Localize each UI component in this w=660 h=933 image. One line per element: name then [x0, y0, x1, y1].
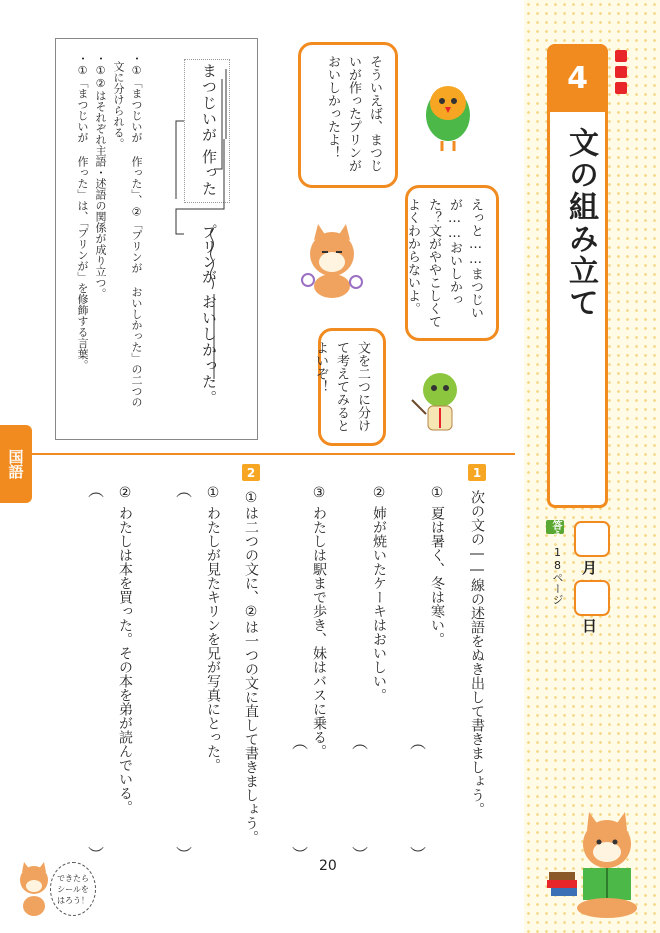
- q1-item-2-label: ②: [371, 485, 387, 501]
- lesson-title: 文の組み立て: [563, 127, 598, 319]
- sticker-dog-icon: [14, 860, 54, 920]
- turtle-character-icon: [410, 370, 470, 440]
- q1-item-3-text: わたしは駅まで歩き、妹はバスに乗る。: [311, 506, 327, 758]
- q2-item-2-text: わたしは本を買った。その本を弟が読んでいる。: [117, 506, 133, 814]
- q2-item-2-label: ②: [117, 485, 133, 501]
- example-predicate: 作った: [200, 149, 218, 197]
- q2-answer-2-open: ︵: [88, 481, 105, 500]
- seal-icon: [615, 66, 627, 78]
- lesson-number: 4: [547, 44, 608, 112]
- turtle-speech-bubble: 文を二つに分けて考えてみるとよいぞ！: [318, 328, 386, 446]
- example-note-1: ・①「まつじいが 作った」、②「プリンが おいしかった」の二つの: [130, 53, 143, 408]
- lesson-title-box: [547, 44, 608, 508]
- q1-item-1-text: 夏は暑く、冬は寒い。: [429, 506, 445, 646]
- q1-answer-1-close: ︶: [410, 845, 427, 864]
- q1-answer-3-close: ︶: [292, 845, 309, 864]
- q1-item-3-label: ③: [311, 485, 327, 501]
- question-1-instruction: 次の文の――線の述語をぬき出して書きましょう。: [469, 490, 485, 816]
- example-subject-2: プリンが: [200, 224, 218, 284]
- example-note-4: ・①「まつじいが 作った」は、「プリンが」を修飾する言葉。: [76, 53, 89, 371]
- q2-item-1-text: わたしが見たキリンを兄が写真にとった。: [205, 506, 221, 772]
- q1-answer-3-open: ︵: [292, 733, 309, 752]
- q2-item-1-label: ①: [205, 485, 221, 501]
- shiba-dog-icon: [300, 220, 365, 300]
- question-2-number: 2: [242, 464, 260, 481]
- month-label: 月: [582, 559, 598, 577]
- bird-character-icon: [418, 75, 478, 155]
- day-input-box[interactable]: [574, 580, 610, 616]
- example-subject: まつじいが: [200, 63, 218, 143]
- q1-answer-2-close: ︶: [352, 845, 369, 864]
- day-label: 日: [582, 617, 598, 635]
- example-box: [55, 38, 258, 440]
- q1-answer-2-open: ︵: [352, 733, 369, 752]
- question-2-instruction: ①は二つの文に、②は一つの文に直して書きましょう。: [243, 490, 259, 844]
- q1-item-2-text: 姉が焼いたケーキはおいしい。: [371, 506, 387, 702]
- bird-speech-bubble: そういえば、まつじいが作ったプリンがおいしかったよ！: [298, 42, 398, 188]
- dog-speech-bubble: えっと……まつじいが……おいしかった？文がややこしくてよくわからないよ。: [405, 185, 499, 341]
- q2-answer-1-open: ︵: [176, 481, 193, 500]
- reading-dog-icon: [545, 810, 645, 920]
- seal-icon: [615, 82, 627, 94]
- example-predicate-2: おいしかった。: [200, 294, 218, 406]
- seal-icon: [615, 50, 627, 62]
- q2-answer-1-close: ︶: [176, 845, 193, 864]
- subject-tab: 国語: [0, 425, 32, 503]
- answer-page: 18ページ: [551, 546, 564, 605]
- section-divider: [30, 453, 515, 455]
- page-number: 20: [319, 858, 337, 874]
- answer-badge: 答え: [550, 520, 561, 540]
- q1-item-1-label: ①: [429, 485, 445, 501]
- example-note-3: ・①②はそれぞれ主語・述語の関係が成り立つ。: [94, 53, 107, 299]
- question-1-number: 1: [468, 464, 486, 481]
- q1-answer-1-open: ︵: [410, 733, 427, 752]
- sticker-circle[interactable]: できたらシールをはろう！: [50, 862, 96, 916]
- q2-answer-2-close: ︶: [88, 845, 105, 864]
- month-input-box[interactable]: [574, 521, 610, 557]
- example-note-2: 文に分けられる。: [112, 61, 125, 149]
